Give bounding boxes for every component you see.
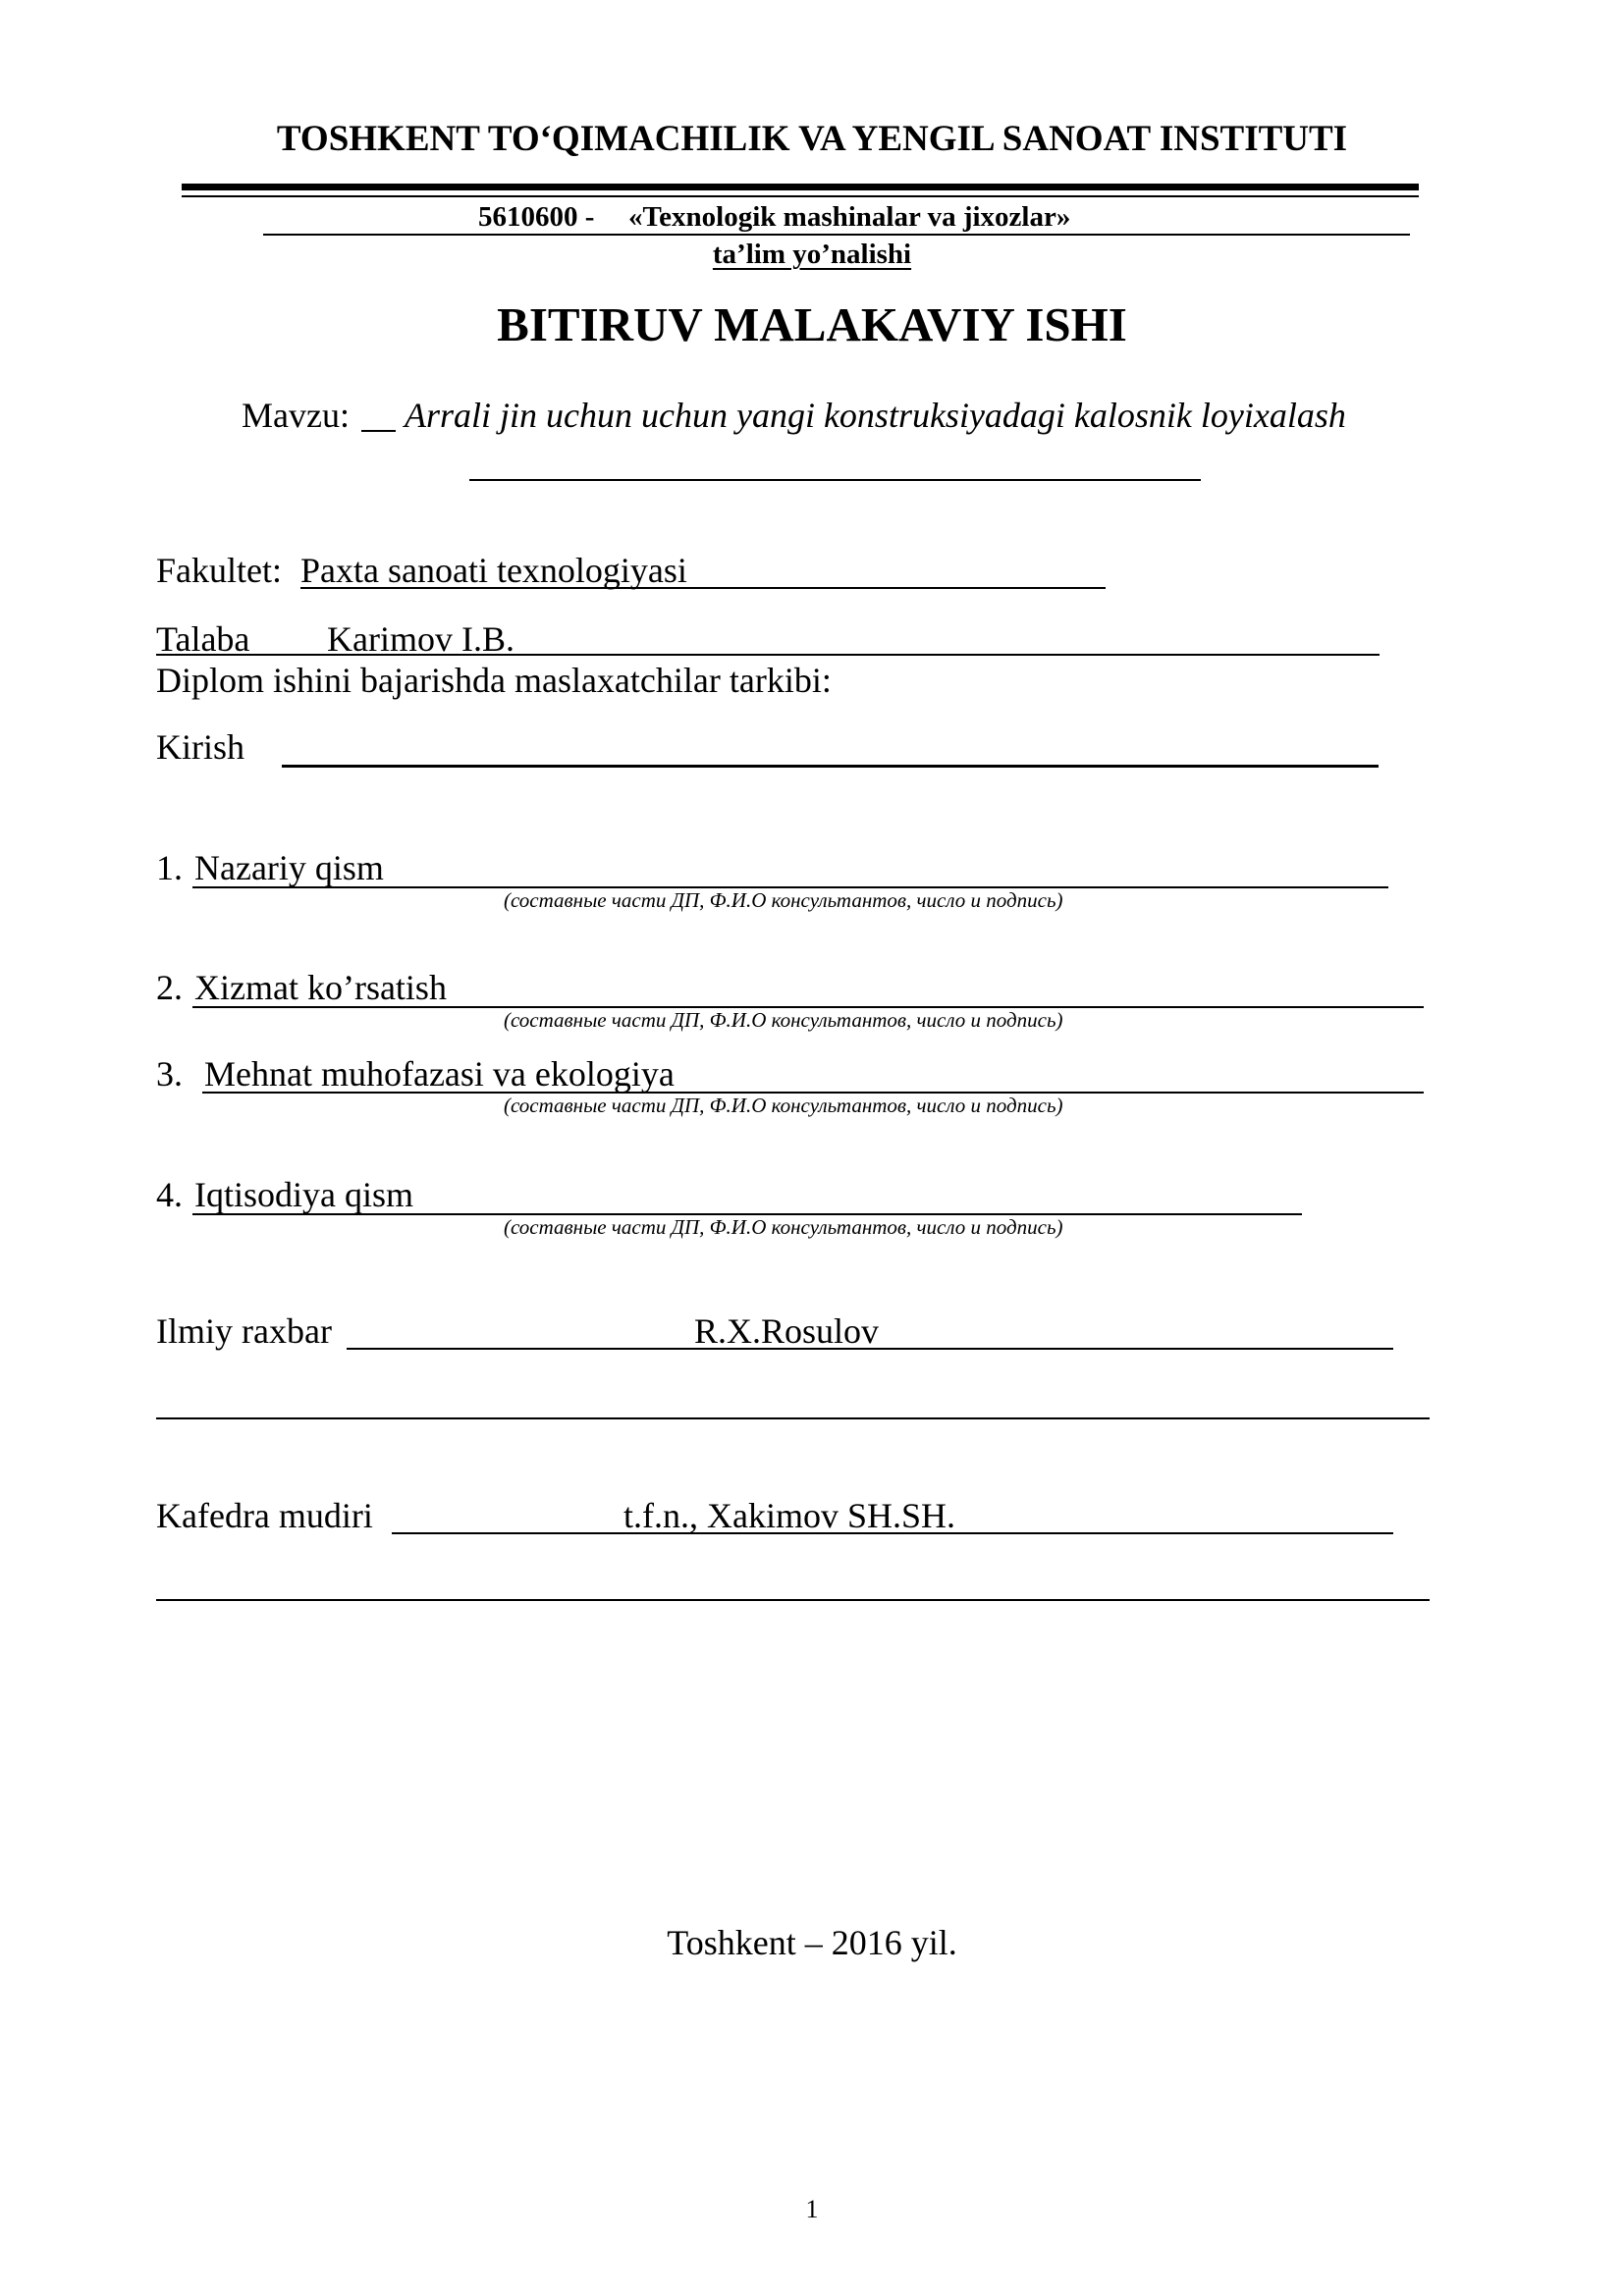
section-1-note: (составные части ДП, Ф.И.О консультантов, число и подпись) [504,888,1063,912]
section-1-name: Nazariy qism [194,848,384,887]
direction-label: ta’lim yo’nalishi [712,239,912,270]
section-3-name: Mehnat muhofazasi va ekologiya [204,1054,675,1094]
topic-value: Arrali jin uchun uchun yangi konstruksiyadagi kalosnik loyixalash [405,396,1346,435]
faculty-label: Fakultet: [156,551,282,590]
section-2-number: 2. [156,968,183,1007]
section-3-number: 3. [156,1054,183,1094]
supervisor-extra-line [156,1417,1430,1419]
section-3-note: (составные части ДП, Ф.И.О консультантов, число и подпись) [504,1094,1063,1117]
section-2-note: (составные части ДП, Ф.И.О консультантов, число и подпись) [504,1008,1063,1032]
header-rule-thin [182,195,1419,197]
head-extra-line [156,1599,1430,1601]
topic-label: Mavzu: [242,396,350,435]
section-4-note: (составные части ДП, Ф.И.О консультантов, число и подпись) [504,1215,1063,1239]
specialty-line [263,234,1410,236]
section-4-name: Iqtisodiya qism [194,1175,413,1214]
institute-name: TOSHKENT TO‘QIMACHILIK VA YENGIL SANOAT INSTITUTI [276,119,1348,159]
page-number: 1 [805,2195,819,2223]
consultants-heading: Diplom ishini bajarishda maslaxatchilar tarkibi: [156,661,832,700]
head-label: Kafedra mudiri [156,1496,373,1535]
head-value: t.f.n., Xakimov SH.SH. [623,1496,956,1535]
topic-line-short [361,430,396,432]
supervisor-value: R.X.Rosulov [694,1311,880,1351]
header-rule-thick [182,184,1419,190]
topic-line-extra [469,479,1201,481]
faculty-value: Paxta sanoati texnologiyasi [300,551,687,590]
section-2-name: Xizmat ko’rsatish [194,968,447,1007]
specialty-code: 5610600 - [478,201,595,233]
city-year: Toshkent – 2016 yil. [667,1923,957,1962]
intro-line [282,765,1379,768]
supervisor-label: Ilmiy raxbar [156,1311,332,1351]
section-1-number: 1. [156,848,183,887]
intro-label: Kirish [156,727,244,767]
student-value: Karimov I.B. [327,619,514,659]
specialty-name: «Texnologik mashinalar va jixozlar» [628,201,1071,233]
document-title: BITIRUV MALAKAVIY ISHI [497,297,1127,351]
student-label: Talaba [156,619,250,659]
section-4-number: 4. [156,1175,183,1214]
